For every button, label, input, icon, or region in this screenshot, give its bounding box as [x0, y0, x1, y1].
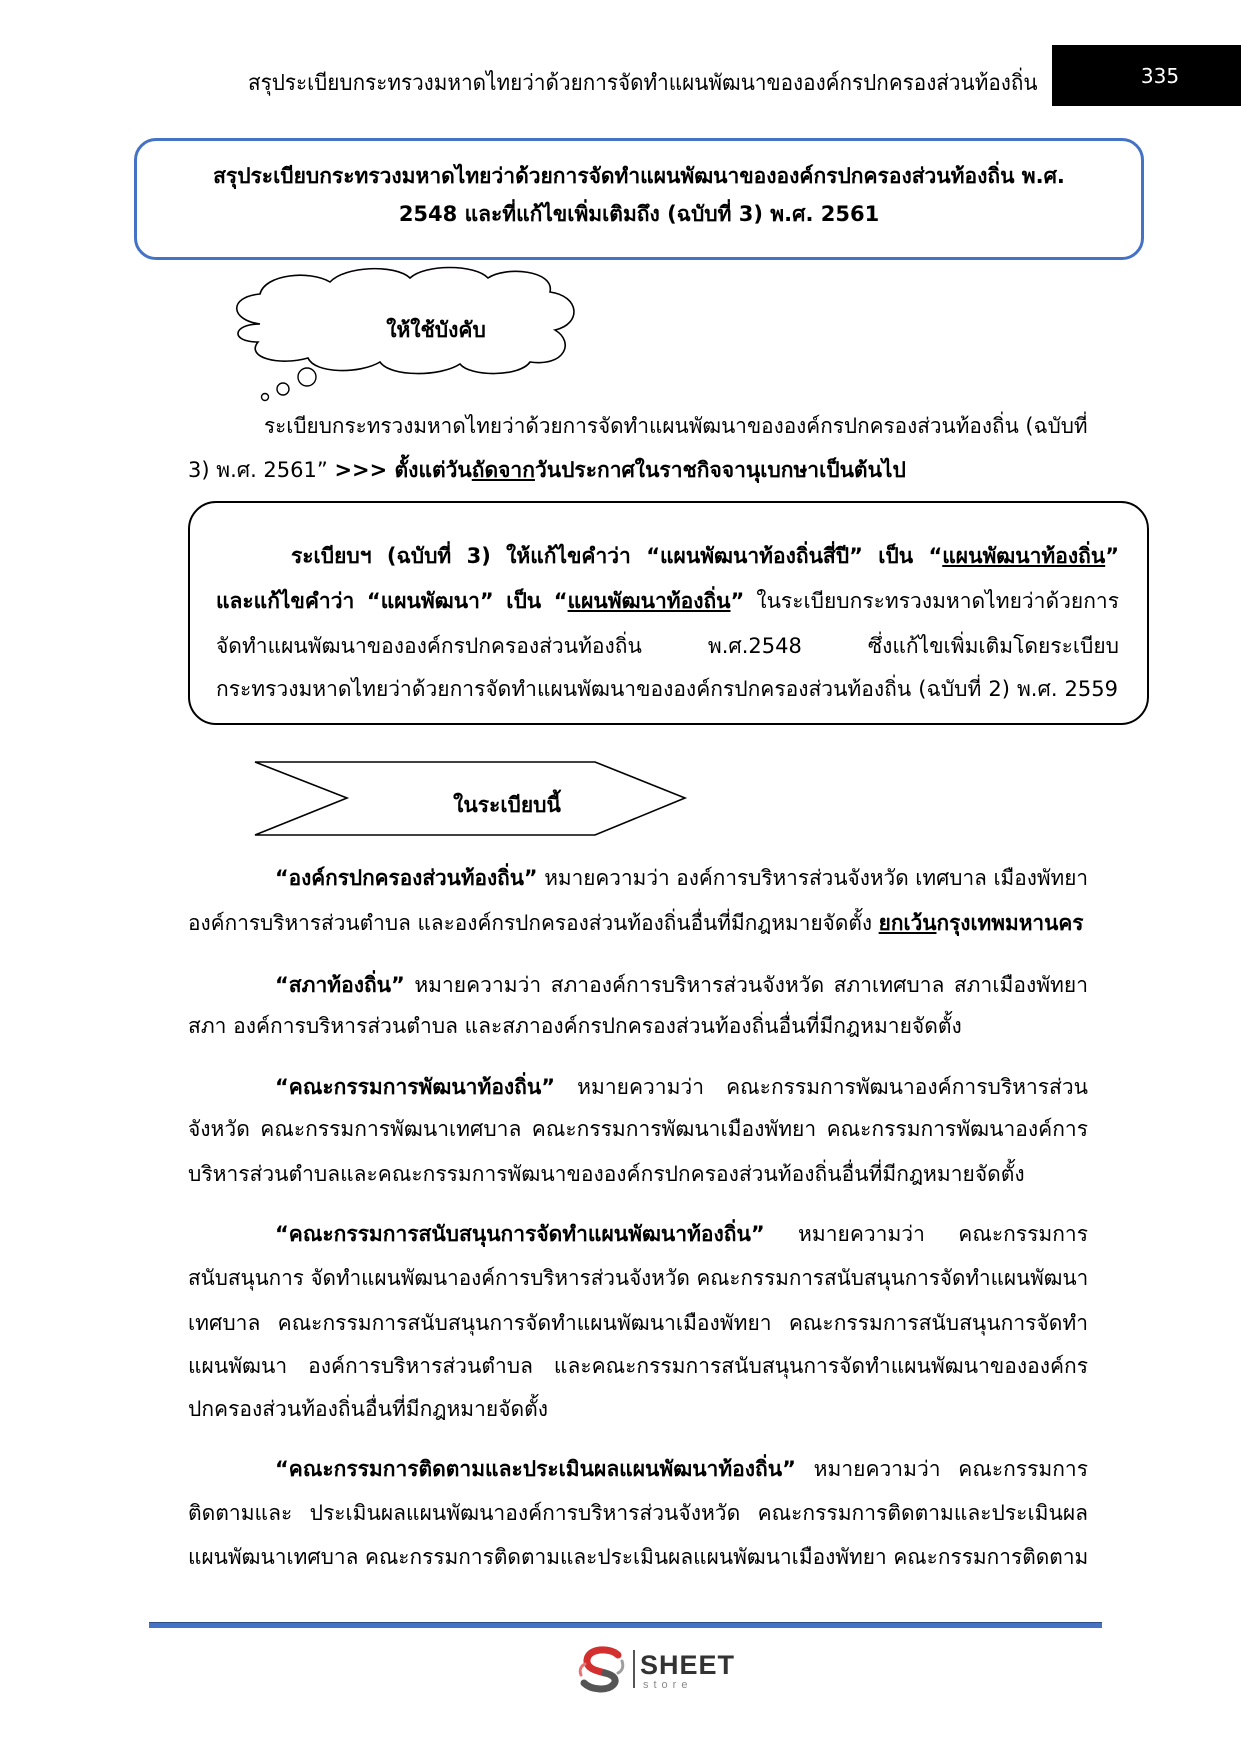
intro-line-1: ระเบียบกระทรวงมหาดไทยว่าด้วยการจัดทำแผนพัฒนาขององค์กรปกครองส่วนท้องถิ่น (ฉบับที่ — [264, 414, 1088, 438]
intro-effective-underlined: ถัดจาก — [471, 458, 535, 482]
definition-4-line-5: ปกครองส่วนท้องถิ่นอื่นที่มีกฎหมายจัดตั้ง — [188, 1397, 549, 1421]
logo-name: SHEET — [640, 1650, 736, 1680]
definition-1-exception-bold: กรุงเทพมหานคร — [936, 911, 1084, 935]
definition-3-term: “คณะกรรมการพัฒนาท้องถิ่น” — [275, 1075, 556, 1099]
sheet-store-s-icon — [576, 1645, 628, 1693]
amendment-line-4: กระทรวงมหาดไทยว่าด้วยการจัดทำแผนพัฒนาขององค์กรปกครองส่วนท้องถิ่น (ฉบับที่ 2) พ.ศ. 2559 — [216, 677, 1118, 701]
logo-separator — [633, 1650, 635, 1688]
cloud-bubble-large — [298, 368, 316, 386]
definition-1-text: องค์การบริหารส่วนตำบล และองค์กรปกครองส่วนท้องถิ่นอื่นที่มีกฎหมายจัดตั้ง — [188, 911, 879, 935]
amendment-line-2-underlined: แผนพัฒนาท้องถิ่น — [567, 589, 731, 613]
definition-5-line-3: แผนพัฒนาเทศบาล คณะกรรมการติดตามและประเมินผลแผนพัฒนาเมืองพัทยา คณะกรรมการติดตาม — [188, 1545, 1089, 1569]
cloud-bubble-medium — [277, 383, 289, 395]
amendment-line-2-bold-b: ” — [730, 589, 745, 613]
intro-line-2 — [188, 455, 1088, 485]
cloud-bubble-small — [262, 394, 269, 401]
amendment-line-2-rest: ในระเบียบกระทรวงมหาดไทยว่าด้วยการ — [744, 589, 1119, 613]
definition-5-line-2: ติดตามและ ประเมินผลแผนพัฒนาองค์การบริหารส่วนจังหวัด คณะกรรมการติดตามและประเมินผล — [188, 1501, 1088, 1525]
definition-3-line-3: บริหารส่วนตำบลและคณะกรรมการพัฒนาขององค์กรปกครองส่วนท้องถิ่นอื่นที่มีกฎหมายจัดตั้ง — [188, 1162, 1025, 1186]
intro-effective-b: วันประกาศในราชกิจจานุเบกษาเป็นต้นไป — [534, 458, 906, 482]
definition-2-line-1 — [275, 970, 1088, 1000]
definition-2-text: หมายความว่า สภาองค์การบริหารส่วนจังหวัด สภาเทศบาล สภาเมืองพัทยา — [404, 973, 1088, 997]
definition-4-line-2: สนับสนุนการ จัดทำแผนพัฒนาองค์การบริหารส่วนจังหวัด คณะกรรมการสนับสนุนการจัดทำแผนพัฒนา — [188, 1266, 1089, 1290]
amendment-line-1-underlined: แผนพัฒนาท้องถิ่น — [942, 544, 1106, 568]
definition-1-line-1 — [275, 863, 1089, 893]
title-line-2: 2548 และที่แก้ไขเพิ่มเติมถึง (ฉบับที่ 3) พ.ศ. 2561 — [398, 202, 880, 226]
footer-rule — [149, 1622, 1102, 1628]
page-number-box — [1052, 45, 1241, 106]
running-header-title: สรุประเบียบกระทรวงมหาดไทยว่าด้วยการจัดทำแผนพัฒนาขององค์กรปกครองส่วนท้องถิ่น — [248, 71, 1038, 96]
amendment-line-1-bold-a: ระเบียบฯ (ฉบับที่ 3) ให้แก้ไขคำว่า “แผนพัฒนาท้องถิ่นสี่ปี” เป็น “ — [291, 544, 943, 568]
intro-effective-a: ตั้งแต่วัน — [394, 458, 472, 482]
intro-arrows: >>> — [334, 458, 395, 482]
definition-4-line-1 — [275, 1219, 1088, 1249]
definition-1-text: หมายความว่า องค์การบริหารส่วนจังหวัด เทศบาล เมืองพัทยา — [537, 866, 1089, 890]
definition-2-line-2: สภา องค์การบริหารส่วนตำบล และสภาองค์กรปกครองส่วนท้องถิ่นอื่นที่มีกฎหมายจัดตั้ง — [188, 1014, 962, 1038]
definition-4-line-3: เทศบาล คณะกรรมการสนับสนุนการจัดทำแผนพัฒนาเมืองพัทยา คณะกรรมการสนับสนุนการจัดทำ — [188, 1311, 1088, 1335]
logo-tagline: store — [643, 1679, 693, 1691]
title-line-1: สรุประเบียบกระทรวงมหาดไทยว่าด้วยการจัดทำแผนพัฒนาขององค์กรปกครองส่วนท้องถิ่น พ.ศ. — [213, 164, 1065, 188]
amendment-line-2-bold-a: และแก้ไขคำว่า “แผนพัฒนา” เป็น “ — [216, 589, 568, 613]
cloud-label: ให้ใช้บังคับ — [386, 318, 486, 342]
amendment-line-1-bold-b: ” — [1105, 544, 1119, 568]
definition-3-line-2: จังหวัด คณะกรรมการพัฒนาเทศบาล คณะกรรมการพัฒนาเมืองพัทยา คณะกรรมการพัฒนาองค์การ — [188, 1117, 1088, 1141]
intro-line-2-prefix: 3) พ.ศ. 2561” — [188, 458, 335, 482]
definition-5-line-1 — [275, 1454, 1088, 1484]
definition-1-term: “องค์กรปกครองส่วนท้องถิ่น” — [275, 866, 538, 890]
definition-5-term: “คณะกรรมการติดตามและประเมินผลแผนพัฒนาท้องถิ่น” — [275, 1457, 796, 1481]
amendment-line-2 — [216, 586, 1119, 616]
page-number: 335 — [1140, 64, 1180, 88]
definition-2-term: “สภาท้องถิ่น” — [275, 973, 405, 997]
definition-1-line-2 — [188, 908, 1084, 938]
definition-1-exception-underlined: ยกเว้น — [878, 911, 937, 935]
definition-4-term: “คณะกรรมการสนับสนุนการจัดทำแผนพัฒนาท้องถิ่น” — [275, 1222, 765, 1246]
definition-3-line-1 — [275, 1072, 1088, 1102]
definition-4-text: หมายความว่า คณะกรรมการ — [764, 1222, 1088, 1246]
amendment-line-1 — [291, 541, 1119, 571]
arrow-banner-label: ในระเบียบนี้ — [453, 793, 561, 817]
definition-5-text: หมายความว่า คณะกรรมการ — [795, 1457, 1088, 1481]
definition-3-text: หมายความว่า คณะกรรมการพัฒนาองค์การบริหารส่วน — [555, 1075, 1088, 1099]
amendment-line-3: จัดทำแผนพัฒนาขององค์กรปกครองส่วนท้องถิ่น พ.ศ.2548 ซึ่งแก้ไขเพิ่มเติมโดยระเบียบ — [216, 634, 1119, 658]
definition-4-line-4: แผนพัฒนา องค์การบริหารส่วนตำบล และคณะกรรมการสนับสนุนการจัดทำแผนพัฒนาขององค์กร — [188, 1354, 1088, 1378]
